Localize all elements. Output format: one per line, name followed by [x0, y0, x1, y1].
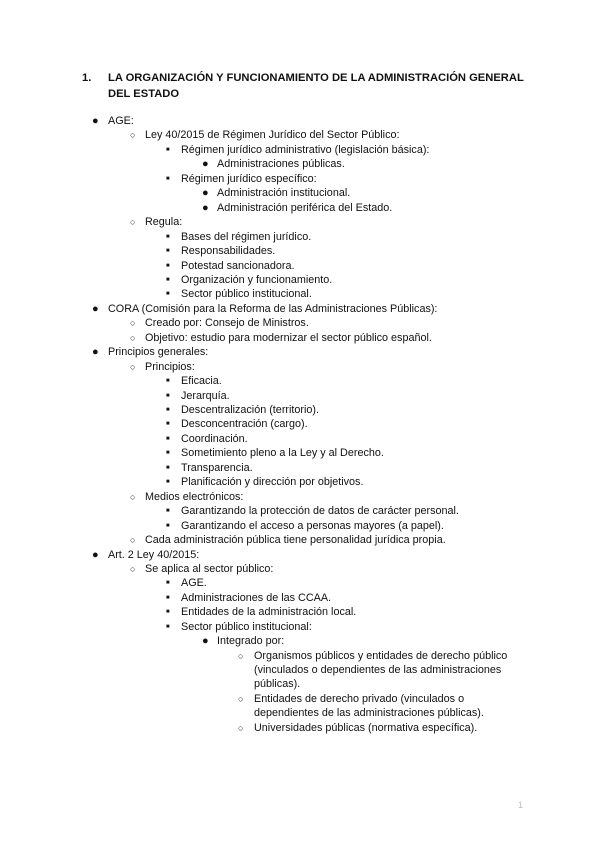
bullet-marker-level-2: ■	[166, 609, 170, 616]
outline-item-level-2: Responsabilidades.	[181, 245, 276, 258]
bullet-marker-level-1: ○	[130, 318, 136, 329]
bullet-marker-level-2: ■	[166, 146, 170, 153]
outline-item-level-2: Sector público institucional.	[181, 288, 312, 301]
outline-item-level-2: AGE.	[181, 577, 207, 590]
outline-item-level-2: Planificación y dirección por objetivos.	[181, 476, 364, 489]
section-title: LA ORGANIZACIÓN Y FUNCIONAMIENTO DE LA ADMINISTRACIÓN GENERAL DEL ESTADO	[108, 72, 524, 100]
bullet-marker-level-0: ●	[92, 346, 99, 359]
outline-item-level-2: Transparencia.	[181, 461, 253, 474]
outline-item-level-4: Universidades públicas (normativa específica).	[254, 721, 478, 734]
bullet-marker-level-2: ■	[166, 580, 170, 587]
outline-item-level-2: Garantizando el acceso a personas mayores (a papel).	[181, 519, 444, 532]
bullet-marker-level-2: ■	[166, 276, 170, 283]
bullet-marker-level-2: ■	[166, 291, 170, 298]
bullet-marker-level-2: ■	[166, 522, 170, 529]
outline-item-level-1: Regula:	[145, 216, 183, 229]
bullet-marker-level-4: ○	[238, 650, 244, 661]
bullet-marker-level-2: ■	[166, 392, 170, 399]
outline-item-level-2: Entidades de la administración local.	[181, 606, 357, 619]
bullet-marker-level-2: ■	[166, 378, 170, 385]
bullet-marker-level-3: ●	[202, 201, 209, 214]
bullet-marker-level-1: ○	[130, 535, 136, 546]
bullet-marker-level-3: ●	[202, 187, 209, 200]
bullet-marker-level-2: ■	[166, 508, 170, 515]
outline-item-level-2: Sometimiento pleno a la Ley y al Derecho.	[181, 447, 384, 460]
bullet-marker-level-4: ○	[238, 694, 244, 704]
bullet-marker-level-2: ■	[166, 594, 170, 601]
outline-item-level-1: Se aplica al sector público:	[145, 562, 274, 575]
bullet-marker-level-2: ■	[166, 435, 170, 442]
outline-item-level-2: Administraciones de las CCAA.	[181, 591, 332, 604]
page-number: 1	[518, 800, 524, 810]
bullet-marker-level-3: ●	[202, 635, 209, 648]
outline-item-level-2: Régimen jurídico administrativo (legislación básica):	[181, 143, 430, 156]
bullet-marker-level-0: ●	[92, 302, 99, 315]
bullet-marker-level-1: ○	[130, 332, 136, 343]
bullet-marker-level-2: ■	[166, 407, 170, 413]
bullet-marker-level-2: ■	[166, 233, 170, 240]
bullet-marker-level-1: ○	[130, 491, 136, 502]
bullet-marker-level-2: ■	[166, 262, 170, 269]
outline-item-level-0: AGE:	[108, 115, 134, 127]
bullet-marker-level-0: ●	[92, 548, 99, 561]
bullet-marker-level-1: ○	[130, 361, 136, 372]
bullet-marker-level-3: ●	[202, 158, 209, 171]
outline-item-level-2: Desconcentración (cargo).	[181, 418, 308, 431]
bullet-marker-level-4: ○	[238, 722, 244, 733]
bullet-marker-level-1: ○	[130, 130, 136, 141]
bullet-marker-level-0: ●	[92, 115, 99, 127]
outline-item-level-3: Administración institucional.	[217, 187, 351, 200]
bullet-marker-level-2: ■	[166, 450, 170, 457]
outline-item-level-2: Jerarquía.	[181, 389, 230, 402]
outline-item-level-3: Administración periférica del Estado.	[217, 201, 393, 214]
outline-item-level-4: Entidades de derecho privado (vinculados o dependientes de las administraciones públicas).	[254, 693, 484, 719]
outline-item-level-0: CORA (Comisión para la Reforma de las Administraciones Públicas):	[108, 302, 438, 315]
outline-item-level-1: Medios electrónicos:	[145, 490, 244, 503]
bullet-marker-level-1: ○	[130, 563, 136, 574]
outline-item-level-2: Coordinación.	[181, 432, 248, 445]
outline-item-level-1: Ley 40/2015 de Régimen Jurídico del Sector Público:	[145, 129, 400, 142]
outline-item-level-4: Organismos públicos y entidades de derecho público (vinculados o dependientes de las administraciones públicas).	[254, 649, 508, 690]
outline-item-level-2: Garantizando la protección de datos de carácter personal.	[181, 505, 459, 518]
outline-item-level-3: Administraciones públicas.	[217, 158, 345, 171]
outline-item-level-2: Eficacia.	[181, 375, 222, 388]
outline-item-level-1: Objetivo: estudio para modernizar el sector público español.	[145, 331, 432, 344]
bullet-marker-level-2: ■	[166, 623, 170, 630]
bullet-marker-level-2: ■	[166, 175, 170, 182]
bullet-marker-level-2: ■	[166, 464, 170, 471]
outline-item-level-2: Potestad sancionadora.	[181, 259, 295, 272]
bullet-marker-level-2: ■	[166, 248, 170, 255]
outline-item-level-2: Organización y funcionamiento.	[181, 273, 333, 286]
section-number: 1.	[82, 72, 92, 84]
outline-item-level-1: Cada administración pública tiene personalidad jurídica propia.	[145, 534, 446, 547]
bullet-marker-level-1: ○	[130, 217, 136, 228]
outline-item-level-0: Principios generales:	[108, 346, 209, 359]
outline-item-level-3: Integrado por:	[217, 635, 285, 648]
outline-item-level-2: Descentralización (territorio).	[181, 404, 320, 416]
outline-item-level-2: Régimen jurídico específico:	[181, 172, 317, 185]
bullet-marker-level-2: ■	[166, 479, 170, 486]
outline-item-level-2: Sector público institucional:	[181, 620, 312, 633]
outline-item-level-2: Bases del régimen jurídico.	[181, 230, 312, 243]
outline-item-level-1: Creado por: Consejo de Ministros.	[145, 317, 309, 330]
outline-item-level-0: Art. 2 Ley 40/2015:	[108, 548, 200, 561]
outline-item-level-1: Principios:	[145, 360, 195, 373]
bullet-marker-level-2: ■	[166, 421, 170, 428]
